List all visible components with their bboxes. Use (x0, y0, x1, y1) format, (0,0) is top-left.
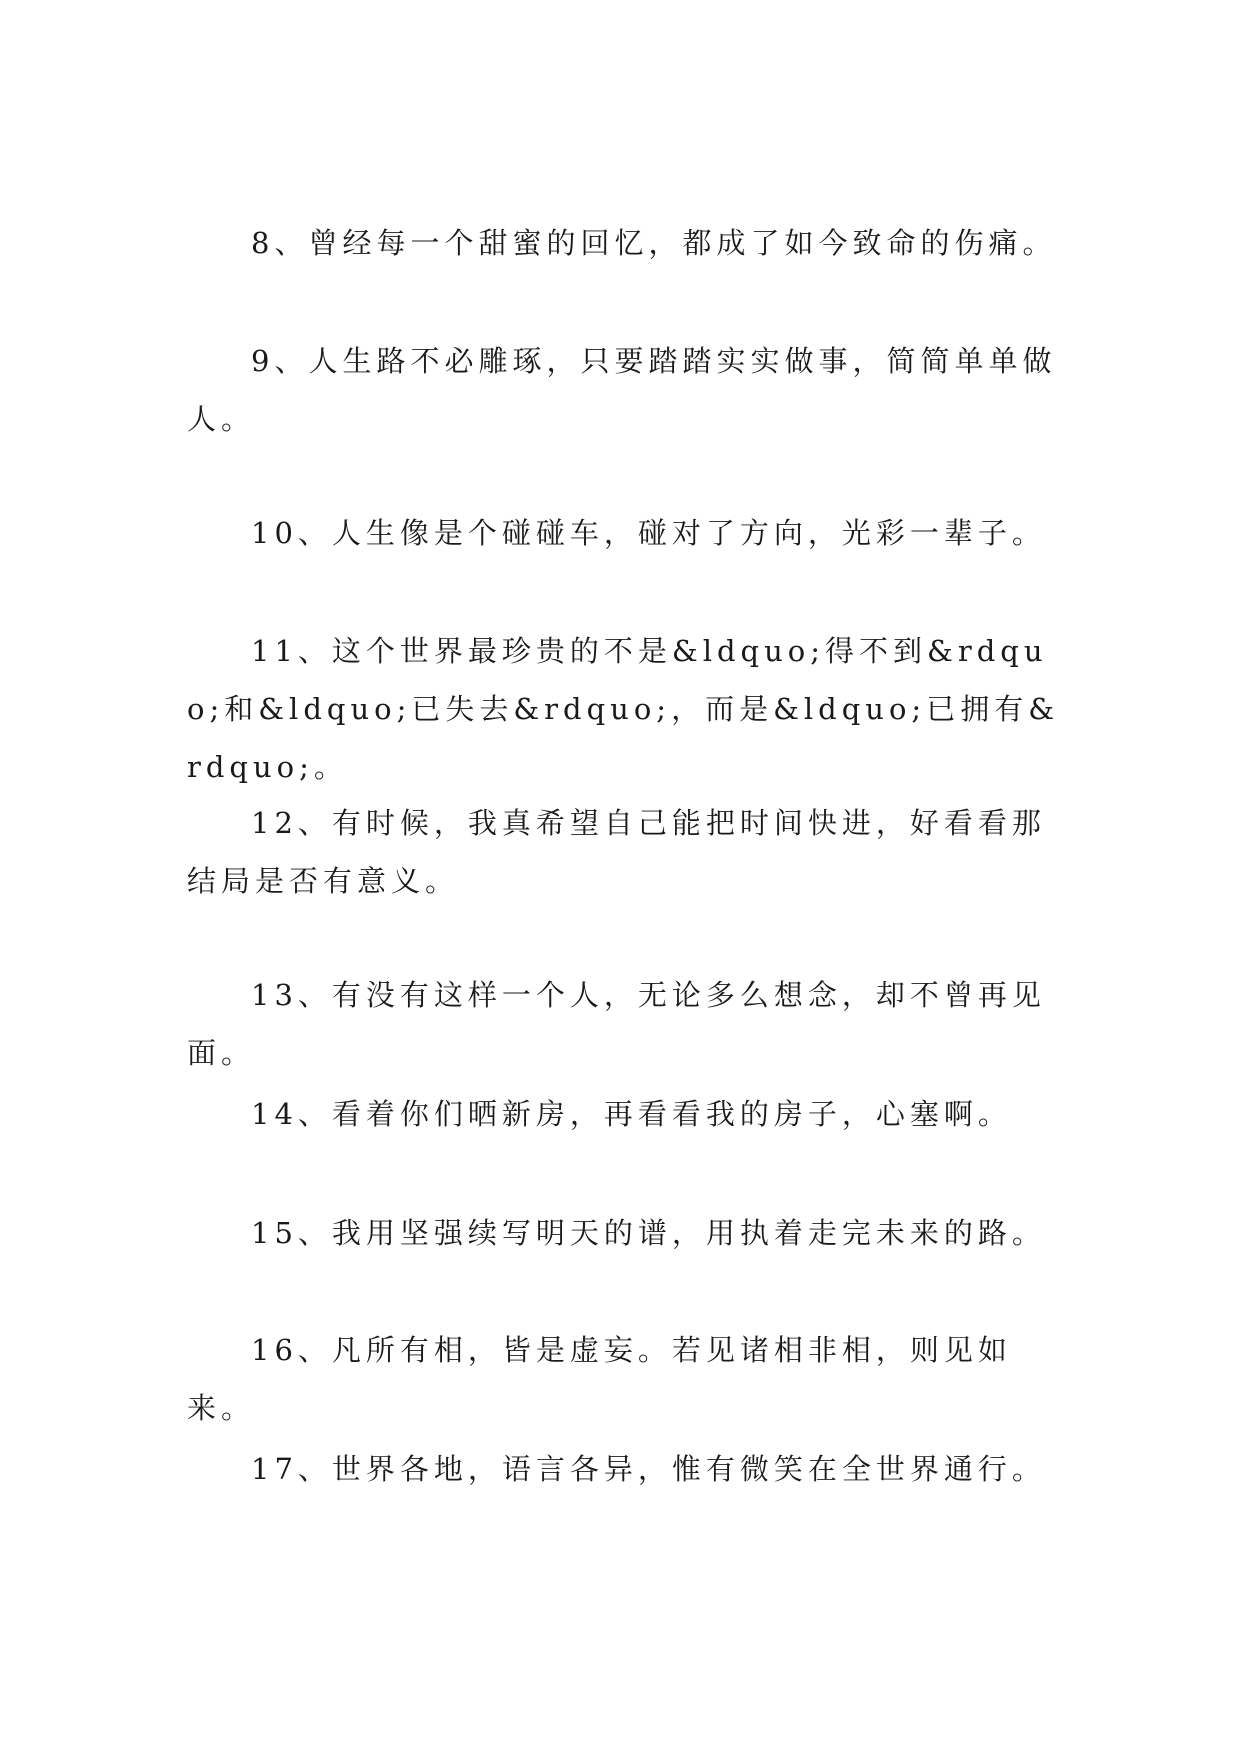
quote-paragraph-10: 10、人生像是个碰碰车，碰对了方向，光彩一辈子。 (251, 516, 1046, 550)
quote-paragraph-12: 12、有时候，我真希望自己能把时间快进，好看看那结局是否有意义。 (187, 806, 1046, 898)
quote-paragraph-14: 14、看着你们晒新房，再看看我的房子，心塞啊。 (251, 1097, 1012, 1131)
quote-paragraph-15: 15、我用坚强续写明天的谱，用执着走完未来的路。 (251, 1216, 1046, 1250)
quote-paragraph-13: 13、有没有这样一个人，无论多么想念，却不曾再见面。 (187, 978, 1046, 1070)
quote-paragraph-8: 8、曾经每一个甜蜜的回忆，都成了如今致命的伤痛。 (251, 226, 1057, 260)
quote-paragraph-9: 9、人生路不必雕琢，只要踏踏实实做事，简简单单做人。 (187, 344, 1057, 436)
quote-paragraph-17: 17、世界各地，语言各异，惟有微笑在全世界通行。 (251, 1452, 1046, 1486)
quote-paragraph-11: 11、这个世界最珍贵的不是&ldquo;得不到&rdquo;和&ldquo;已失去&rdquo;，而是&ldquo;已拥有&rdquo;。 (187, 634, 1060, 784)
quote-paragraph-16: 16、凡所有相，皆是虚妄。若见诸相非相，则见如来。 (187, 1333, 1012, 1425)
